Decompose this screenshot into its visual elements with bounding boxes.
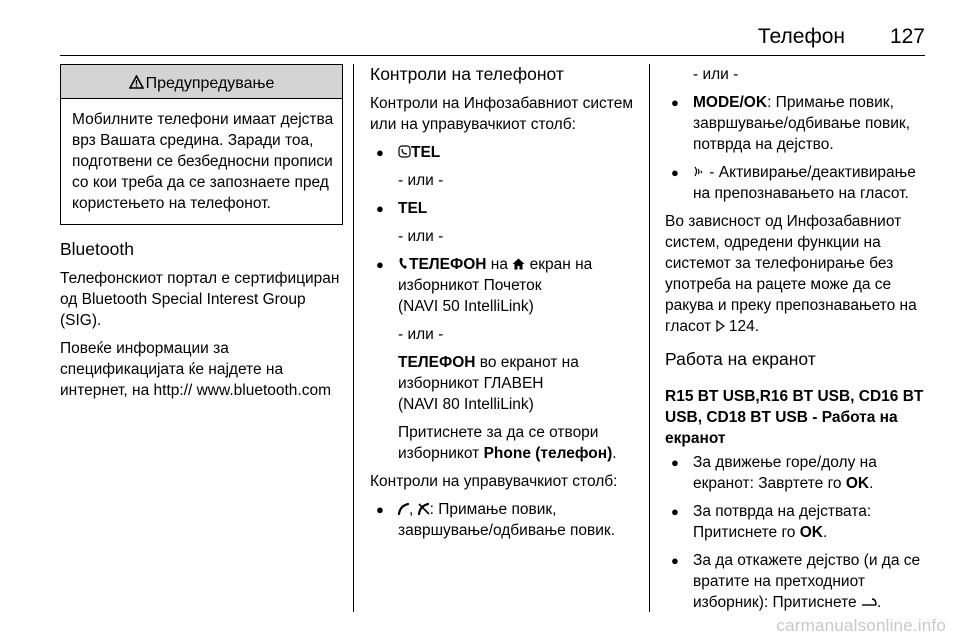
item-text: . (869, 475, 874, 492)
alt-item (370, 352, 635, 415)
phone-handset-icon (398, 257, 409, 270)
list-item (370, 198, 635, 219)
tel-label: TEL (411, 144, 441, 161)
tel-label: TEL (398, 200, 428, 217)
bluetooth-heading: Bluetooth (60, 239, 134, 259)
screen-list (665, 452, 930, 613)
column-divider-1 (353, 64, 354, 612)
mode-ok-label: MODE/OK (693, 94, 768, 111)
warning-text: Мобилните телефони имаат дејства врз Вашата средина. Заради тоа, подготвени се безбедносни прописи со кои треба да се запознаете пред користењето на телефонот. (72, 111, 334, 212)
list-item: ● , : Примање повик, завршување/одбивање повик. (370, 499, 635, 541)
item-text: : Примање повик, завршување/одбивање повик. (398, 501, 616, 539)
phone-menu-label: Phone (телефон) (483, 445, 613, 462)
controls-list (370, 142, 635, 464)
list-item (665, 452, 930, 494)
item-text: За движење горе/долу на екранот: Завртете го (693, 454, 877, 492)
list-item (665, 162, 930, 204)
item-text: За потврда на дејствата: Притиснете го (693, 503, 872, 541)
paragraph-text: Во зависност од Инфозабавниот систем, одредени функции на системот за телефонирање без употреба на рацете може да се ракува и преку препознавањето на гласот (665, 213, 917, 335)
column-1 (60, 64, 345, 408)
voice-paragraph (665, 211, 930, 337)
item-text: : Примање повик, завршување/одбивање повик, потврда на дејство. (693, 94, 911, 153)
mode-list (665, 92, 930, 204)
or-separator: - или - (398, 172, 444, 189)
item-text: во екранот на изборникот ГЛАВЕН (398, 354, 579, 392)
models-heading: R15 BT USB,R16 BT USB, CD16 BT USB, CD18 BT USB - Работа на екранот (665, 388, 924, 447)
item-text: . (612, 445, 617, 462)
screen-heading: Работа на екранот (665, 349, 816, 369)
item-text: Притиснете за да се отвори изборникот (398, 424, 599, 462)
voice-recognition-icon (693, 165, 705, 179)
item-text: . (822, 524, 828, 541)
warning-heading (61, 65, 342, 99)
bluetooth-para-1: Телефонскиот портал е сертифициран од Bluetooth Special Interest Group (SIG). (60, 270, 340, 329)
page-number: 127 (889, 25, 925, 48)
answer-call-icon (398, 503, 409, 515)
ok-label: OK (799, 524, 823, 541)
warning-triangle-icon (129, 75, 144, 89)
hang-up-icon (418, 503, 430, 515)
column-3 (665, 64, 930, 620)
or-separator: - или - (693, 66, 739, 83)
back-arrow-icon (861, 597, 877, 607)
home-icon (512, 258, 525, 270)
controls-intro: Контроли на Инфозабавниот систем или на управувачкиот столб: (370, 95, 633, 133)
phone-label: ТЕЛЕФОН (409, 256, 487, 273)
phone-label: ТЕЛЕФОН (398, 354, 476, 371)
page-title: Телефон (757, 25, 845, 48)
column-2 (370, 64, 635, 548)
controls-heading: Контроли на телефонот (370, 64, 564, 84)
steering-list (370, 499, 635, 541)
list-item (370, 142, 635, 163)
or-separator: - или - (398, 228, 444, 245)
item-text: За да откажете дејство (и да се вратите на претходниот изборник): Притиснете (693, 552, 921, 611)
steering-intro: Контроли на управувачкиот столб: (370, 473, 618, 490)
navi-model: (NAVI 80 IntelliLink) (398, 396, 534, 413)
warning-box (60, 64, 343, 225)
tel-button-icon (398, 145, 411, 158)
item-text: екран на изборникот Почеток (398, 256, 593, 294)
bluetooth-para-2: Повеќе информации за спецификацијата ќе најдете на интернет, на http:// www.bluetooth.com (60, 340, 332, 399)
list-item (665, 92, 930, 155)
item-text: на (486, 256, 513, 273)
alt-item (370, 422, 635, 464)
page-reference: 124. (728, 318, 760, 335)
navi-model: (NAVI 50 IntelliLink) (398, 298, 534, 315)
list-item (665, 501, 930, 543)
page-header (60, 26, 925, 56)
item-text: . (876, 594, 882, 611)
item-text: - Активирање/деактивирање на препознавањето на гласот. (693, 164, 916, 202)
ok-label: OK (845, 475, 870, 492)
list-item (665, 550, 930, 613)
or-separator: - или - (398, 326, 444, 343)
column-divider-2 (649, 64, 650, 612)
list-item (370, 254, 635, 317)
warning-heading-text: Предупредување (145, 75, 275, 92)
watermark: carmanualsonline.info (776, 616, 946, 635)
reference-arrow-icon (716, 320, 725, 332)
